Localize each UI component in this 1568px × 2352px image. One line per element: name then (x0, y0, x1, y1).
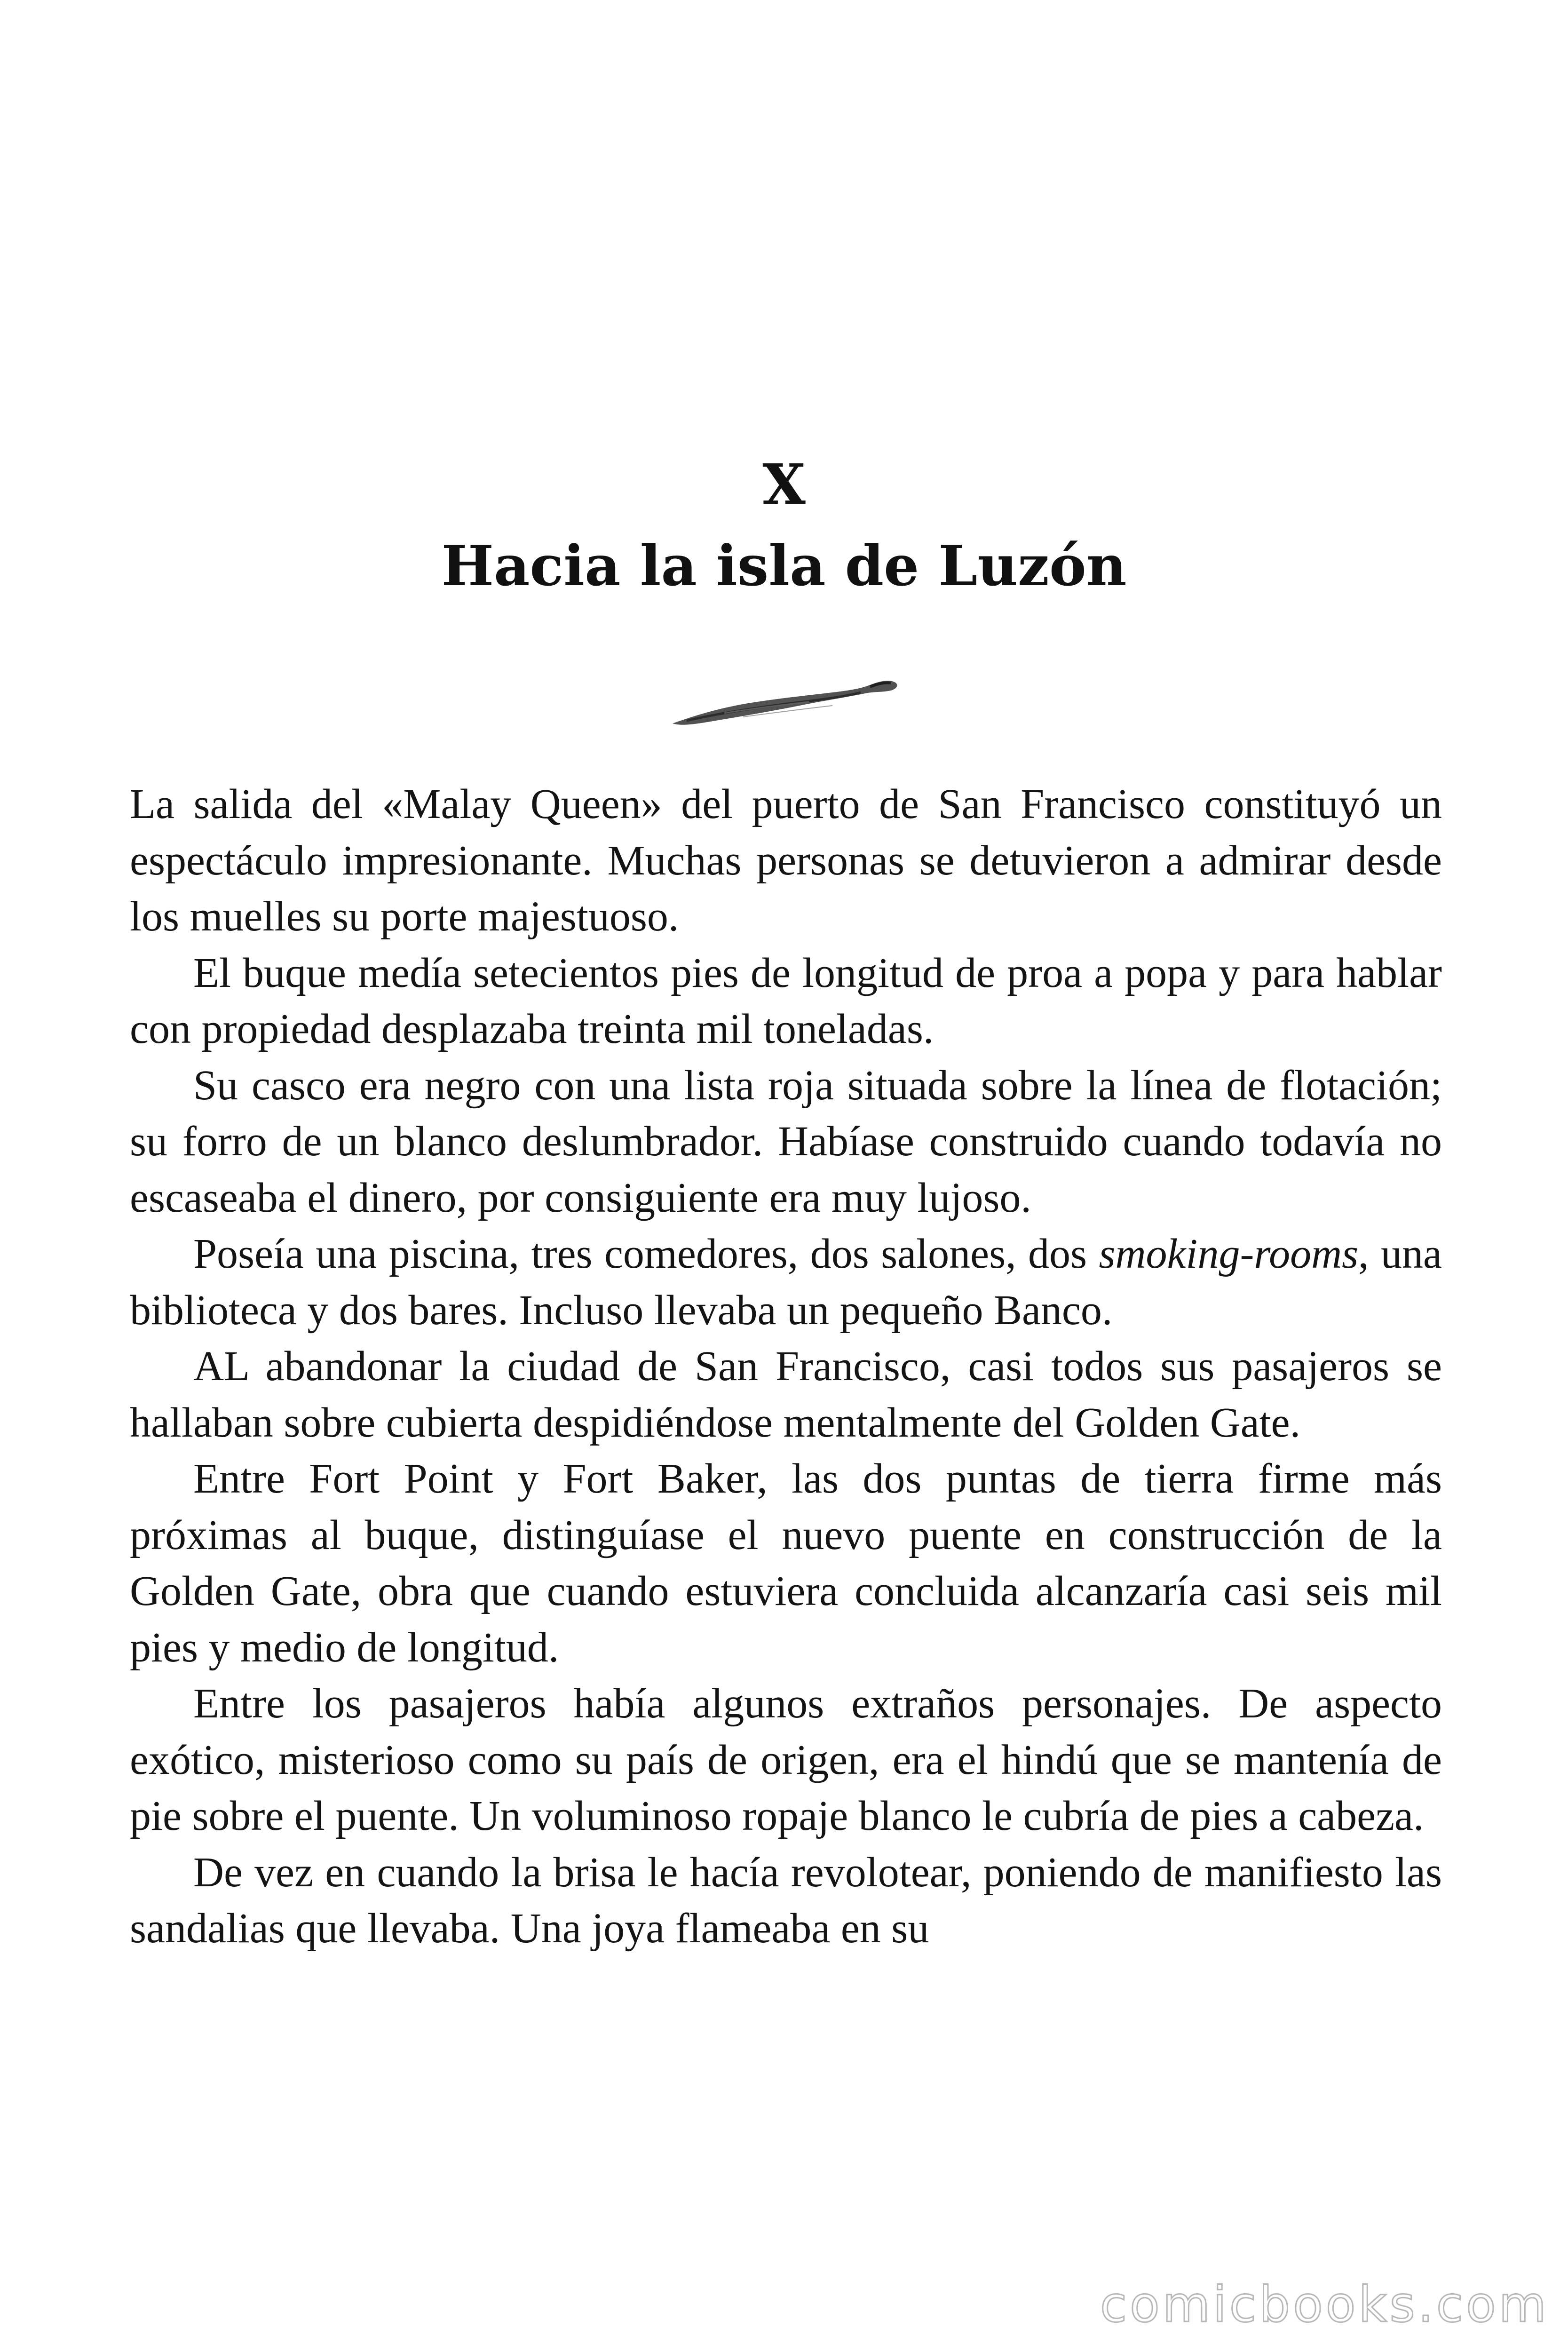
paragraph-7: Entre los pasajeros había algunos extraños personajes. De aspecto exótico, misterioso como su país de origen, era el hindú que se mantenía de pie sobre el puente. Un voluminoso ropaje blanco le cubría de pies a cabeza. (130, 1680, 1442, 1839)
paragraph-8: De vez en cuando la brisa le hacía revolotear, poniendo de manifiesto las sandalias que llevaba. Una joya flameaba en su (130, 1849, 1442, 1952)
body-text (130, 776, 1442, 1957)
paragraph-4-after: , una biblioteca y dos bares. Incluso llevaba un pequeño Banco. (130, 1231, 1442, 1334)
paragraph-2: El buque medía setecientos pies de longitud de proa a popa y para hablar con propiedad desplazaba treinta mil toneladas. (130, 949, 1442, 1052)
paragraph-4 (130, 1226, 1442, 1338)
paragraph-4-before: Poseía una piscina, tres comedores, dos salones, dos (193, 1231, 1099, 1277)
paragraph-1: La salida del «Malay Queen» del puerto de San Francisco constituyó un espectáculo impresionante. Muchas personas se detuvieron a admirar desde los muelles su porte majestuoso. (130, 781, 1442, 940)
paragraph-3: Su casco era negro con una lista roja situada sobre la línea de flotación; su forro de un blanco deslumbrador. Habíase construido cuando todavía no escaseaba el dinero, por consiguiente era muy lujoso. (130, 1062, 1442, 1221)
paragraph-4-italic: smoking-rooms (1099, 1231, 1359, 1277)
brush-stroke-ornament-icon (668, 668, 903, 743)
chapter-number: X (762, 452, 806, 517)
watermark: comicbooks.com (1100, 2276, 1549, 2333)
paragraph-5: AL abandonar la ciudad de San Francisco, casi todos sus pasajeros se hallaban sobre cubierta despidiéndose mentalmente del Golden Gate. (130, 1343, 1442, 1446)
chapter-title: Hacia la isla de Luzón (441, 533, 1127, 598)
paragraph-6: Entre Fort Point y Fort Baker, las dos puntas de tierra firme más próximas al buque, distinguíase el nuevo puente en construcción de la Golden Gate, obra que cuando estuviera concluida alcanzaría casi seis mil pies y medio de longitud. (130, 1455, 1442, 1671)
chapter-heading (0, 449, 1568, 604)
